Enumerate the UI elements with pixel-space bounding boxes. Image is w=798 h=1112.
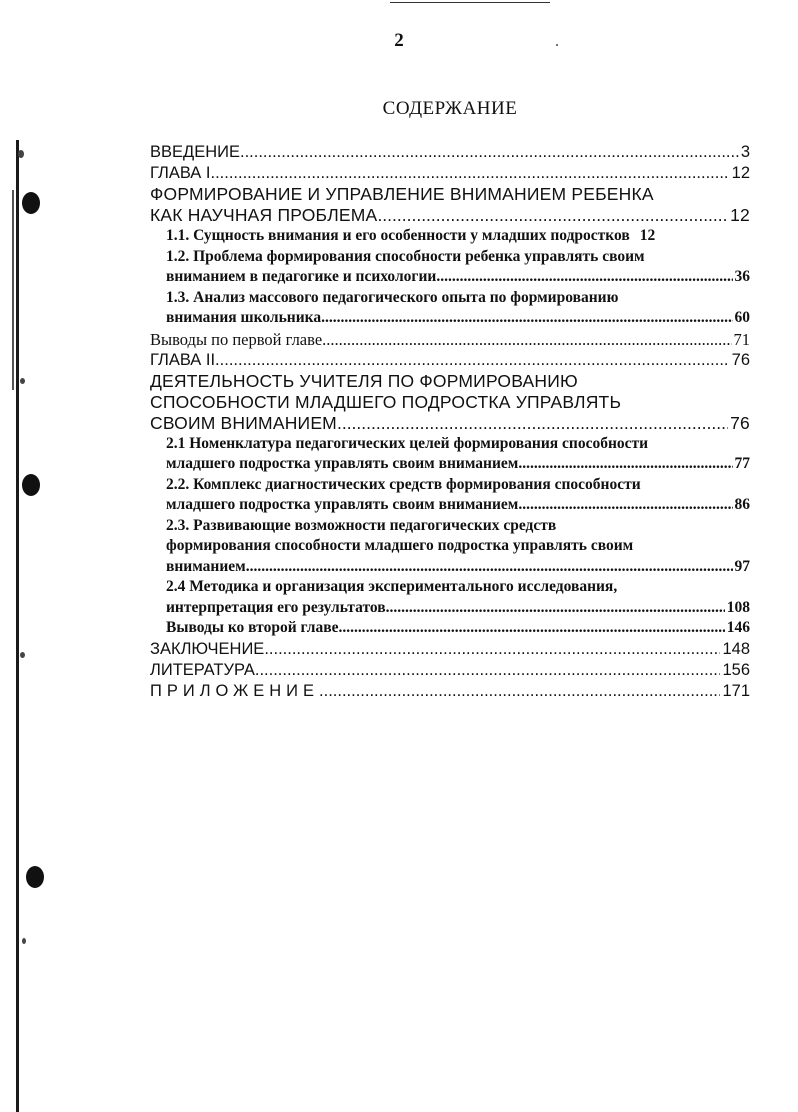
toc-entry-chapter-2[interactable]: ГЛАВА II. ..... 76: [150, 350, 750, 371]
page-number: 2: [394, 30, 404, 51]
toc-entry-conclusion[interactable]: ЗАКЛЮЧЕНИЕ ..... 148: [150, 639, 750, 660]
toc-entry-section-2-4[interactable]: 2.4 Методика и организация экспериментального исследования, интерпретация его результатов ..... 108: [166, 577, 750, 618]
scan-speck: [22, 938, 26, 944]
toc-entry-section-1-3[interactable]: 1.3. Анализ массового педагогического опыта по формированию внимания школьника ..... 60: [166, 288, 750, 329]
punch-hole-mark: [22, 474, 40, 496]
toc-entry-section-1-1[interactable]: 1.1. Сущность внимания и его особенности у младших подростков 12: [166, 227, 656, 244]
toc-entry-chapter-1-title[interactable]: ФОРМИРОВАНИЕ И УПРАВЛЕНИЕ ВНИМАНИЕМ РЕБЕНКА КАК НАУЧНАЯ ПРОБЛЕМА ..... 12: [150, 184, 750, 226]
toc-entry-section-2-1[interactable]: 2.1 Номенклатура педагогических целей формирования способности младшего подростка управлять своим вниманием ..... 77: [166, 434, 750, 475]
toc-entry-section-2-3[interactable]: 2.3. Развивающие возможности педагогических средств формирования способности младшего подростка управлять своим вниманием ..... 97: [166, 516, 750, 578]
toc-entry-introduction[interactable]: ВВЕДЕНИЕ ..... 3: [150, 142, 750, 163]
scan-speck: [20, 378, 25, 384]
punch-hole-mark: [26, 866, 44, 888]
punch-hole-mark: [22, 192, 40, 214]
toc-entry-appendix[interactable]: ПРИЛОЖЕНИЕ ..... 171: [150, 681, 750, 702]
toc-entry-conclusions-chapter-1[interactable]: Выводы по первой главе ..... 71: [150, 329, 750, 350]
toc-entry-section-1-2[interactable]: 1.2. Проблема формирования способности ребенка управлять своим вниманием в педагогике и психологии ..... 36: [166, 247, 750, 288]
toc-entry-conclusions-chapter-2[interactable]: Выводы ко второй главе ..... 146: [166, 618, 750, 639]
toc-entry-chapter-1[interactable]: ГЛАВА I. ..... 12: [150, 163, 750, 184]
table-of-contents: [150, 142, 750, 702]
toc-entry-literature[interactable]: ЛИТЕРАТУРА ..... 156: [150, 660, 750, 681]
toc-entry-chapter-2-title[interactable]: ДЕЯТЕЛЬНОСТЬ УЧИТЕЛЯ ПО ФОРМИРОВАНИЮ СПОСОБНОСТИ МЛАДШЕГО ПОДРОСТКА УПРАВЛЯТЬ СВОИМ ВНИМАНИЕМ ..... 76: [150, 371, 750, 434]
toc-entry-section-2-2[interactable]: 2.2. Комплекс диагностических средств формирования способности младшего подростка управлять своим вниманием ..... 86: [166, 475, 750, 516]
binding-edge-shadow: [12, 190, 14, 390]
toc-title: СОДЕРЖАНИЕ: [382, 98, 518, 119]
binding-edge-line: [16, 140, 19, 1112]
scan-speck: [20, 652, 25, 658]
scan-top-rule: [390, 2, 550, 3]
scan-speck: [18, 150, 24, 158]
